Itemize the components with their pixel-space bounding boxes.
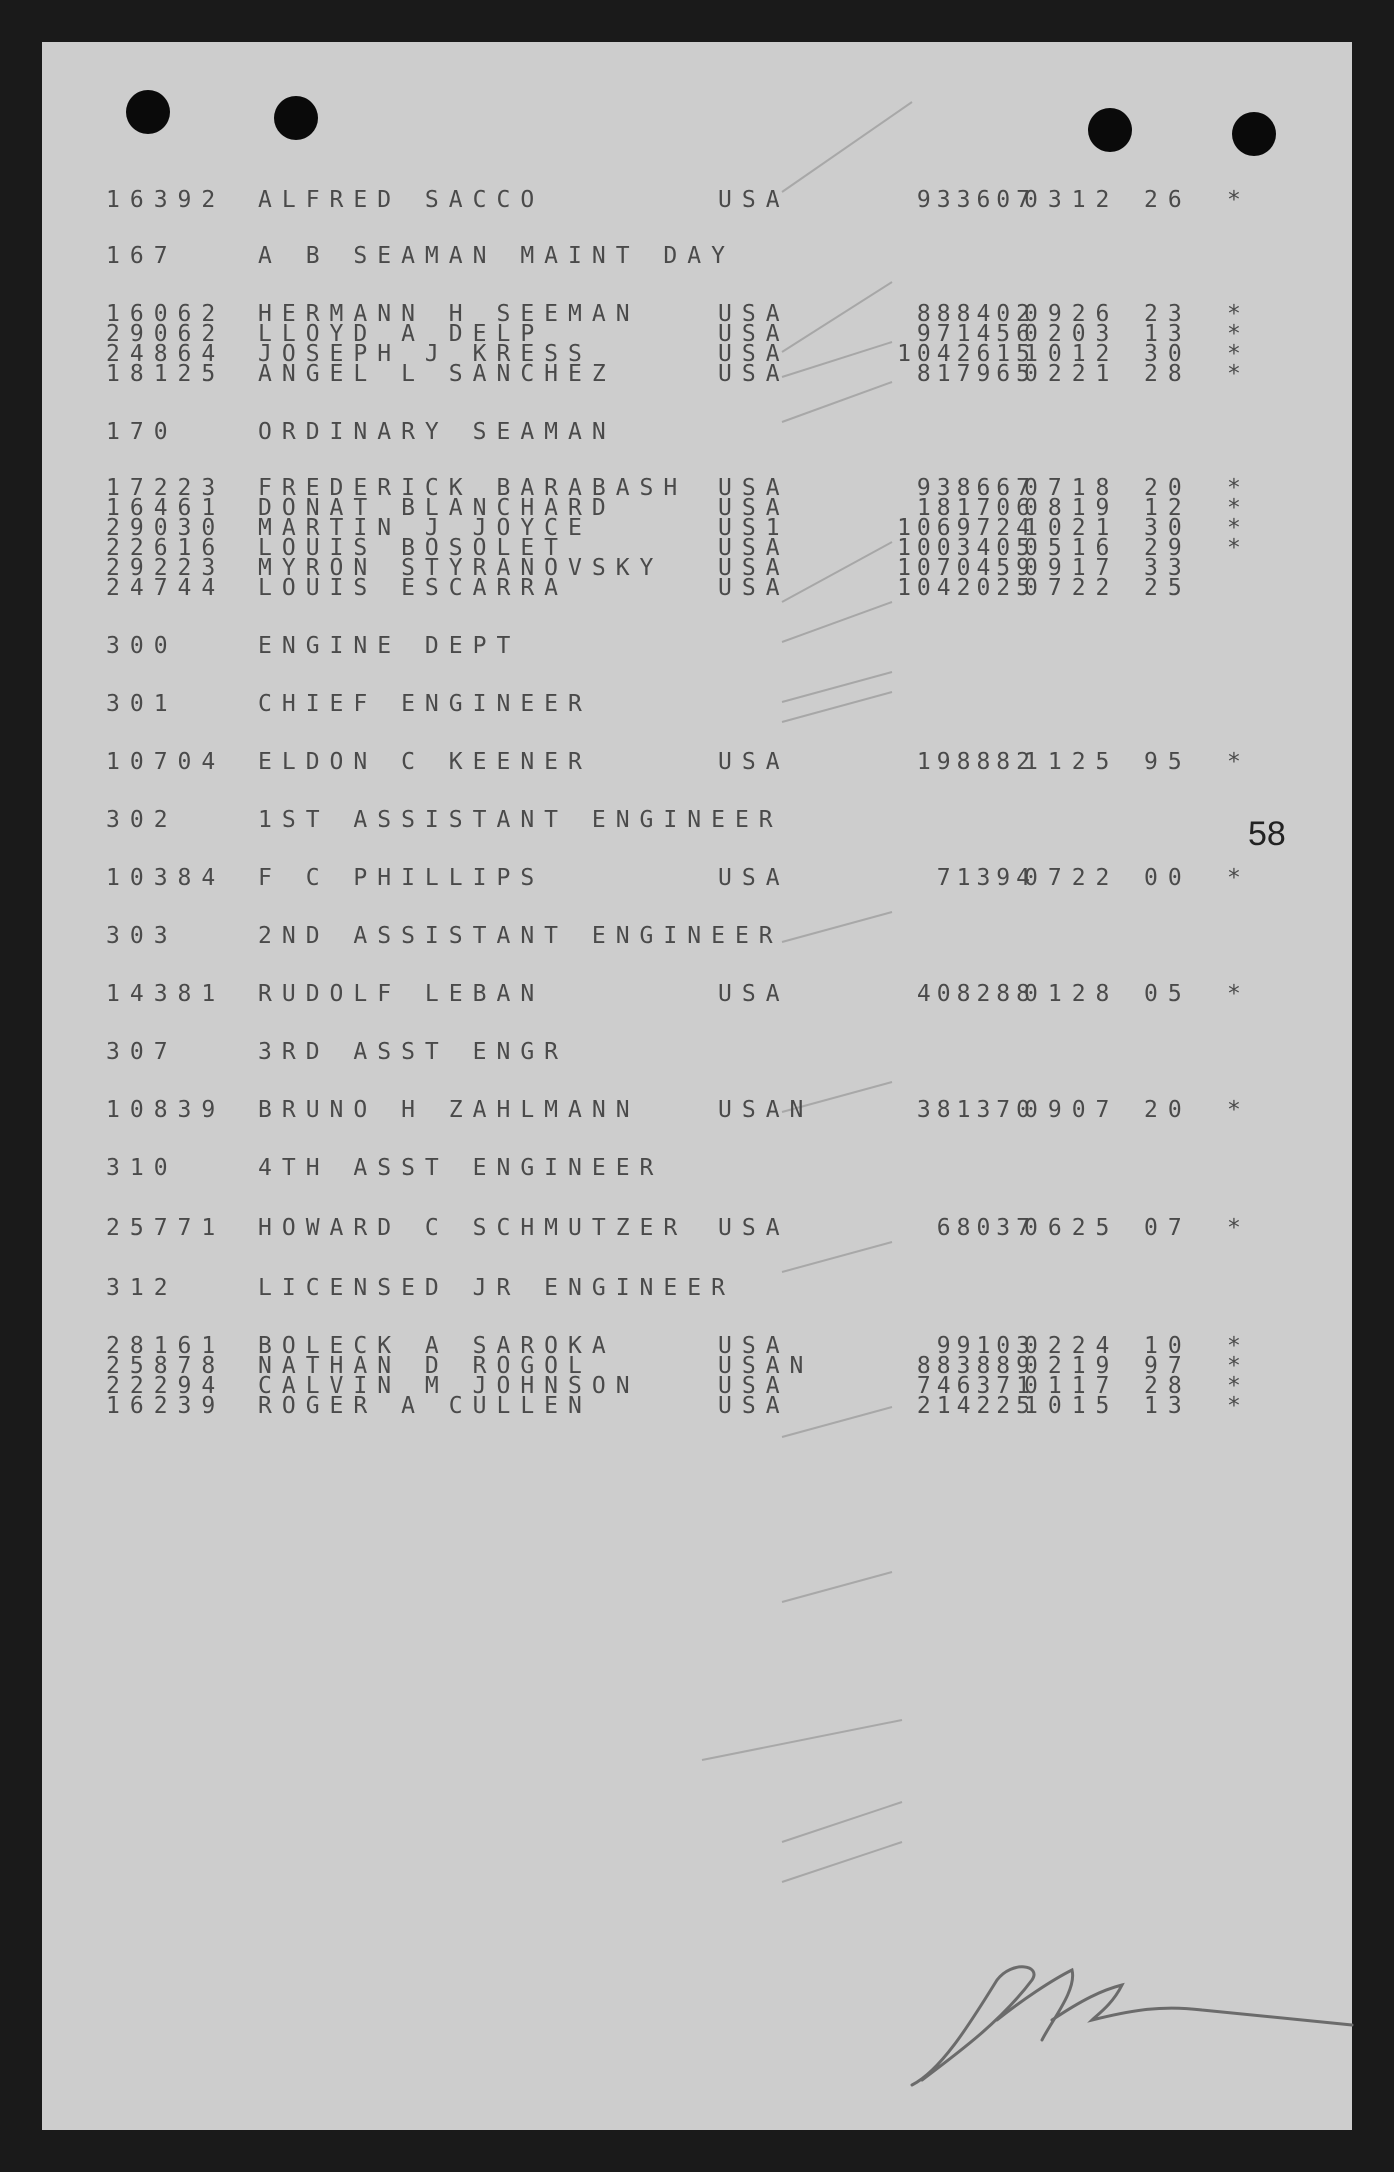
crew-name: HOWARD C SCHMUTZER xyxy=(258,1215,688,1241)
date: 0219 xyxy=(1024,1353,1120,1379)
date: 0203 xyxy=(1024,321,1120,347)
crew-number: 28161 xyxy=(106,1333,226,1359)
crew-name: BOLECK A SAROKA xyxy=(258,1333,616,1359)
crew-name: JOSEPH J KRESS xyxy=(258,341,592,367)
mark: * xyxy=(1227,865,1241,891)
crew-name: LOUIS ESCARRA xyxy=(258,575,569,601)
citizenship: USA xyxy=(718,1333,790,1359)
crew-name: ELDON C KEENER xyxy=(258,749,592,775)
manifest-sheet xyxy=(42,42,1352,2130)
crew-name: ANGEL L SANCHEZ xyxy=(258,361,616,387)
crew-number: 24744 xyxy=(106,575,226,601)
crew-name: F C PHILLIPS xyxy=(258,865,545,891)
date: 0819 xyxy=(1024,495,1120,521)
section-code: 303 xyxy=(106,923,178,949)
citizenship: USA xyxy=(718,981,790,1007)
crew-name: DONAT BLANCHARD xyxy=(258,495,616,521)
section-heading xyxy=(42,922,1352,950)
citizenship: US1 xyxy=(718,515,790,541)
section-code: 167 xyxy=(106,243,178,269)
section-code: 310 xyxy=(106,1155,178,1181)
crew-name: NATHAN D ROGOL xyxy=(258,1353,592,1379)
crew-name: MARTIN J JOYCE xyxy=(258,515,592,541)
date: 0718 xyxy=(1024,475,1120,501)
book-number: 1003405 xyxy=(897,535,1036,561)
section-title: 3RD ASST ENGR xyxy=(258,1039,569,1065)
section-heading xyxy=(42,632,1352,660)
date: 0312 xyxy=(1024,187,1120,213)
age: 20 xyxy=(1144,475,1192,501)
book-number: 883889 xyxy=(916,1353,1036,1379)
book-number: 888402 xyxy=(916,301,1036,327)
section-heading xyxy=(42,242,1352,270)
mark: * xyxy=(1227,341,1241,367)
book-number: 1069724 xyxy=(897,515,1036,541)
age: 26 xyxy=(1144,187,1192,213)
age: 10 xyxy=(1144,1333,1192,1359)
book-number: 971456 xyxy=(916,321,1036,347)
crew-number: 29030 xyxy=(106,515,226,541)
book-number: 198882 xyxy=(916,749,1036,775)
crew-number: 10384 xyxy=(106,865,226,891)
crew-number: 17223 xyxy=(106,475,226,501)
mark: * xyxy=(1227,1373,1241,1399)
book-number: 746371 xyxy=(916,1373,1036,1399)
section-heading xyxy=(42,1274,1352,1302)
crew-name: LOUIS BOSOLET xyxy=(258,535,569,561)
date: 0722 xyxy=(1024,865,1120,891)
section-title: 2ND ASSISTANT ENGINEER xyxy=(258,923,783,949)
crew-row xyxy=(42,1392,1352,1420)
book-number: 408288 xyxy=(916,981,1036,1007)
page-number: 58 xyxy=(1248,815,1286,853)
mark: * xyxy=(1227,495,1241,521)
citizenship: USAN xyxy=(718,1353,814,1379)
book-number: 938667 xyxy=(916,475,1036,501)
crew-name: BRUNO H ZAHLMANN xyxy=(258,1097,640,1123)
section-title: ORDINARY SEAMAN xyxy=(258,419,616,445)
section-code: 302 xyxy=(106,807,178,833)
citizenship: USA xyxy=(718,341,790,367)
date: 0722 xyxy=(1024,575,1120,601)
crew-name: LLOYD A DELP xyxy=(258,321,545,347)
mark: * xyxy=(1227,475,1241,501)
mark: * xyxy=(1227,187,1241,213)
mark: * xyxy=(1227,981,1241,1007)
crew-number: 10839 xyxy=(106,1097,226,1123)
date: 0926 xyxy=(1024,301,1120,327)
section-heading xyxy=(42,418,1352,446)
citizenship: USA xyxy=(718,555,790,581)
book-number: 68037 xyxy=(936,1215,1036,1241)
crew-number: 10704 xyxy=(106,749,226,775)
mark: * xyxy=(1227,321,1241,347)
age: 00 xyxy=(1144,865,1192,891)
section-title: ENGINE DEPT xyxy=(258,633,521,659)
date: 0516 xyxy=(1024,535,1120,561)
book-number: 933607 xyxy=(916,187,1036,213)
book-number: 1042025 xyxy=(897,575,1036,601)
section-title: LICENSED JR ENGINEER xyxy=(258,1275,735,1301)
section-title: 1ST ASSISTANT ENGINEER xyxy=(258,807,783,833)
section-code: 300 xyxy=(106,633,178,659)
crew-row xyxy=(42,186,1352,214)
mark: * xyxy=(1227,1215,1241,1241)
crew-name: FREDERICK BARABASH xyxy=(258,475,688,501)
section-code: 312 xyxy=(106,1275,178,1301)
age: 97 xyxy=(1144,1353,1192,1379)
date: 1125 xyxy=(1024,749,1120,775)
section-code: 170 xyxy=(106,419,178,445)
section-code: 301 xyxy=(106,691,178,717)
age: 30 xyxy=(1144,515,1192,541)
citizenship: USA xyxy=(718,1373,790,1399)
mark: * xyxy=(1227,301,1241,327)
date: 0625 xyxy=(1024,1215,1120,1241)
date: 0224 xyxy=(1024,1333,1120,1359)
citizenship: USA xyxy=(718,361,790,387)
crew-name: ROGER A CULLEN xyxy=(258,1393,592,1419)
citizenship: USA xyxy=(718,1393,790,1419)
mark: * xyxy=(1227,361,1241,387)
age: 05 xyxy=(1144,981,1192,1007)
age: 12 xyxy=(1144,495,1192,521)
mark: * xyxy=(1227,1353,1241,1379)
citizenship: USA xyxy=(718,749,790,775)
age: 30 xyxy=(1144,341,1192,367)
age: 23 xyxy=(1144,301,1192,327)
age: 29 xyxy=(1144,535,1192,561)
book-number: 181706 xyxy=(916,495,1036,521)
crew-number: 22616 xyxy=(106,535,226,561)
book-number: 99103 xyxy=(936,1333,1036,1359)
crew-number: 16239 xyxy=(106,1393,226,1419)
crew-row xyxy=(42,864,1352,892)
crew-number: 14381 xyxy=(106,981,226,1007)
mark: * xyxy=(1227,1333,1241,1359)
crew-row xyxy=(42,574,1352,602)
citizenship: USA xyxy=(718,535,790,561)
date: 0128 xyxy=(1024,981,1120,1007)
book-number: 1070459 xyxy=(897,555,1036,581)
book-number: 381370 xyxy=(916,1097,1036,1123)
mark: * xyxy=(1227,749,1241,775)
mark: * xyxy=(1227,1097,1241,1123)
age: 25 xyxy=(1144,575,1192,601)
book-number: 71394 xyxy=(936,865,1036,891)
crew-name: ALFRED SACCO xyxy=(258,187,545,213)
date: 0221 xyxy=(1024,361,1120,387)
citizenship: USA xyxy=(718,575,790,601)
citizenship: USA xyxy=(718,1215,790,1241)
age: 33 xyxy=(1144,555,1192,581)
crew-number: 25771 xyxy=(106,1215,226,1241)
crew-number: 29062 xyxy=(106,321,226,347)
date: 0917 xyxy=(1024,555,1120,581)
date: 0907 xyxy=(1024,1097,1120,1123)
age: 20 xyxy=(1144,1097,1192,1123)
book-number: 817965 xyxy=(916,361,1036,387)
date: 1021 xyxy=(1024,515,1120,541)
citizenship: USA xyxy=(718,865,790,891)
crew-number: 25878 xyxy=(106,1353,226,1379)
age: 13 xyxy=(1144,1393,1192,1419)
section-title: A B SEAMAN MAINT DAY xyxy=(258,243,735,269)
date: 1012 xyxy=(1024,341,1120,367)
section-heading xyxy=(42,690,1352,718)
age: 28 xyxy=(1144,1373,1192,1399)
crew-row xyxy=(42,1096,1352,1124)
crew-name: CALVIN M JOHNSON xyxy=(258,1373,640,1399)
crew-number: 16062 xyxy=(106,301,226,327)
crew-row xyxy=(42,748,1352,776)
section-title: CHIEF ENGINEER xyxy=(258,691,592,717)
mark: * xyxy=(1227,1393,1241,1419)
crew-name: MYRON STYRANOVSKY xyxy=(258,555,664,581)
crew-number: 24864 xyxy=(106,341,226,367)
crew-row xyxy=(42,980,1352,1008)
crew-name: RUDOLF LEBAN xyxy=(258,981,545,1007)
crew-number: 22294 xyxy=(106,1373,226,1399)
crew-number: 16392 xyxy=(106,187,226,213)
section-heading xyxy=(42,1154,1352,1182)
book-number: 214225 xyxy=(916,1393,1036,1419)
citizenship: USA xyxy=(718,495,790,521)
citizenship: USA xyxy=(718,187,790,213)
citizenship: USA xyxy=(718,321,790,347)
age: 07 xyxy=(1144,1215,1192,1241)
citizenship: USA xyxy=(718,301,790,327)
citizenship: USAN xyxy=(718,1097,814,1123)
crew-row xyxy=(42,1214,1352,1242)
crew-number: 18125 xyxy=(106,361,226,387)
crew-name: HERMANN H SEEMAN xyxy=(258,301,640,327)
crew-list xyxy=(42,42,1352,2130)
section-heading xyxy=(42,1038,1352,1066)
age: 13 xyxy=(1144,321,1192,347)
section-code: 307 xyxy=(106,1039,178,1065)
date: 0117 xyxy=(1024,1373,1120,1399)
date: 1015 xyxy=(1024,1393,1120,1419)
crew-number: 16461 xyxy=(106,495,226,521)
citizenship: USA xyxy=(718,475,790,501)
age: 28 xyxy=(1144,361,1192,387)
mark: * xyxy=(1227,535,1241,561)
section-heading xyxy=(42,806,1352,834)
handwritten-signature xyxy=(902,1960,1362,2100)
section-title: 4TH ASST ENGINEER xyxy=(258,1155,664,1181)
crew-number: 29223 xyxy=(106,555,226,581)
crew-row xyxy=(42,360,1352,388)
age: 95 xyxy=(1144,749,1192,775)
book-number: 1042615 xyxy=(897,341,1036,367)
mark: * xyxy=(1227,515,1241,541)
